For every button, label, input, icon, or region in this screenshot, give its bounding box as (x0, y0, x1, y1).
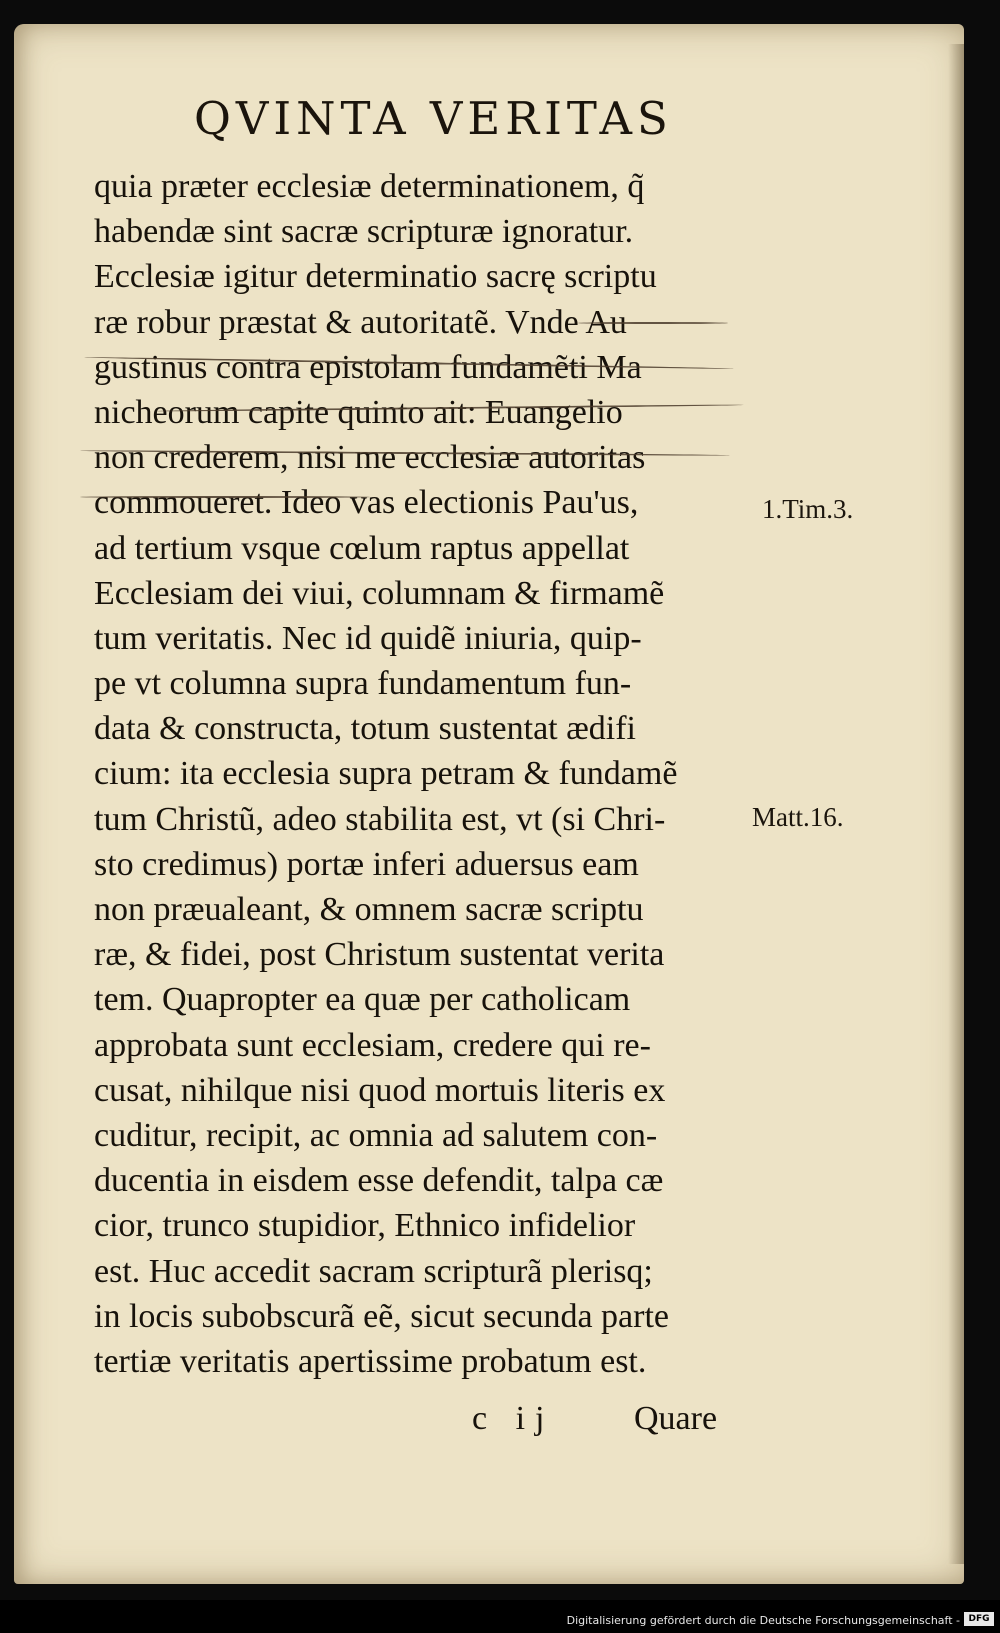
funding-credit: Digitalisierung gefördert durch die Deutsche Forschungsgemeinschaft - (566, 1614, 960, 1627)
text-line: tum veritatis. Nec id quidẽ iniuria, quip- (94, 619, 642, 657)
text-line: cuditur, recipit, ac omnia ad salutem con- (94, 1116, 658, 1154)
text-line: nicheorum capite quinto ait: Euangelio (94, 393, 623, 431)
signature-mark: c ij (472, 1400, 555, 1437)
text-line: Ecclesiam dei viui, columnam & firmamẽ (94, 574, 665, 612)
margin-note: 1.Tim.3. (762, 494, 854, 524)
text-line: approbata sunt ecclesiam, credere qui re- (94, 1026, 651, 1064)
catchword: Quare (634, 1400, 718, 1437)
text-line: cior, trunco stupidior, Ethnico infidelior (94, 1207, 636, 1245)
text-line: ducentia in eisdem esse defendit, talpa cæ (94, 1162, 664, 1200)
body-text (94, 164, 754, 1384)
text-line: cusat, nihilque nisi quod mortuis literis ex (94, 1071, 666, 1109)
text-line: Ecclesiæ igitur determinatio sacrę scriptu (94, 258, 657, 296)
running-header: QVINTA VERITAS (194, 92, 673, 145)
text-line: ad tertium vsque cœlum raptus appellat (94, 529, 630, 567)
book-page (14, 24, 964, 1584)
text-line: cium: ita ecclesia supra petram & fundamẽ (94, 755, 678, 793)
text-line: non crederem, nisi me ecclesiæ autoritas (94, 439, 646, 477)
text-line: est. Huc accedit sacram scripturã plerisq; (94, 1252, 653, 1290)
text-line: non præualeant, & omnem sacræ scriptu (94, 891, 644, 928)
handwritten-underline (80, 496, 370, 498)
dfg-logo-icon: DFG (964, 1612, 994, 1626)
text-line: quia præter ecclesiæ determinationem, q̃ (94, 168, 645, 205)
text-line: commoueret. Ideo vas electionis Pau'us, (94, 484, 639, 522)
text-line: ræ robur præstat & autoritatẽ. Vnde Au (94, 303, 627, 341)
text-line: in locis subobscurã eẽ, sicut secunda parte (94, 1297, 669, 1335)
text-line: habendæ sint sacræ scripturæ ignoratur. (94, 213, 634, 251)
text-line: tertiæ veritatis apertissime probatum est. (94, 1342, 647, 1380)
text-line: data & constructa, totum sustentat ædifi (94, 710, 637, 748)
margin-note: Matt.16. (752, 802, 844, 832)
handwritten-underline (578, 322, 728, 324)
text-line: gustinus contra epistolam fundamẽti Ma (94, 348, 642, 386)
text-line: tum Christũ, adeo stabilita est, vt (si Chri- (94, 800, 666, 838)
text-line: ræ, & fidei, post Christum sustentat verita (94, 936, 665, 974)
text-line: pe vt columna supra fundamentum fun- (94, 665, 632, 703)
text-line: tem. Quapropter ea quæ per catholicam (94, 981, 631, 1019)
text-line: sto credimus) portæ inferi aduersus eam (94, 845, 639, 883)
